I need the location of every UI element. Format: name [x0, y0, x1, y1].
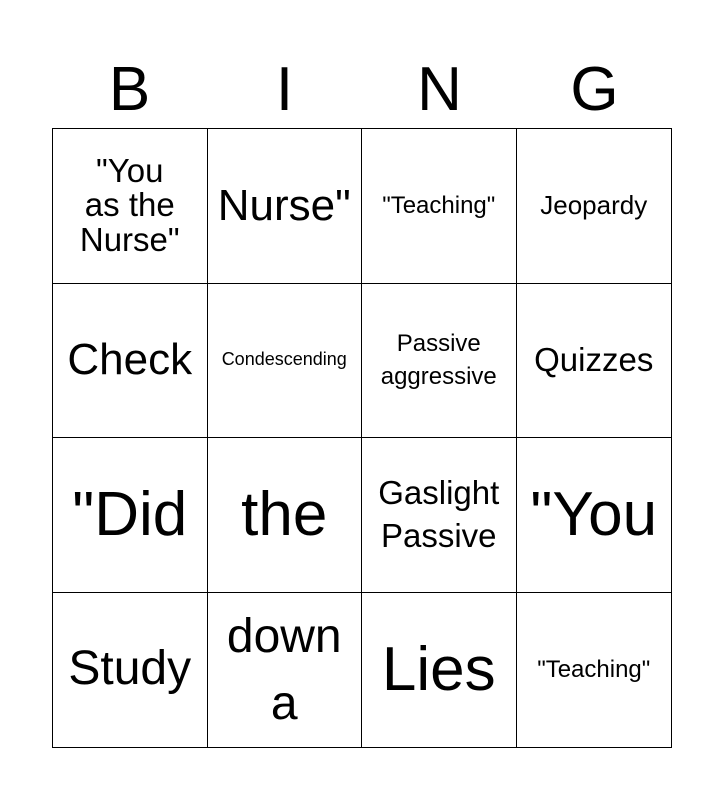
cell-text: Check — [67, 335, 193, 385]
cell-text: Quizzes — [534, 340, 654, 378]
cell-text: Condescending — [221, 349, 347, 370]
cell-text: Study — [68, 642, 192, 696]
bingo-cell[interactable] — [517, 129, 672, 284]
bingo-cell[interactable] — [53, 438, 208, 593]
bingo-cell[interactable] — [362, 438, 517, 593]
bingo-cell[interactable] — [362, 129, 517, 284]
cell-text: Jeopardy — [540, 189, 648, 220]
bingo-cell[interactable] — [362, 593, 517, 748]
bingo-cell[interactable] — [208, 438, 363, 593]
bingo-cell[interactable] — [208, 284, 363, 439]
bingo-cell[interactable] — [362, 284, 517, 439]
bingo-cell[interactable] — [53, 593, 208, 748]
bingo-header — [52, 52, 672, 128]
bingo-cell[interactable] — [53, 129, 208, 284]
cell-text: "Teaching" — [537, 655, 651, 683]
cell-text: down a — [226, 609, 342, 730]
bingo-cell[interactable] — [517, 284, 672, 439]
cell-text: "Did — [72, 480, 188, 550]
header-letter-i: I — [275, 55, 294, 124]
cell-text: Nurse" — [217, 180, 351, 230]
bingo-cell[interactable] — [53, 284, 208, 439]
header-letter-g: G — [570, 55, 619, 124]
header-letter-n: N — [417, 55, 462, 124]
cell-text: "You — [530, 480, 658, 550]
cell-text: "Teaching" — [382, 191, 496, 219]
bingo-cell[interactable] — [208, 593, 363, 748]
cell-text: Lies — [381, 635, 496, 705]
bingo-cell[interactable] — [517, 438, 672, 593]
bingo-cell[interactable] — [208, 129, 363, 284]
cell-text: the — [241, 480, 328, 550]
bingo-card-grid — [52, 128, 672, 748]
cell-text: "You as the Nurse" — [79, 151, 180, 259]
header-letter-b: B — [108, 55, 151, 124]
cell-text: Passive aggressive — [380, 329, 497, 391]
cell-text: Gaslight Passive — [378, 473, 500, 554]
bingo-cell[interactable] — [517, 593, 672, 748]
